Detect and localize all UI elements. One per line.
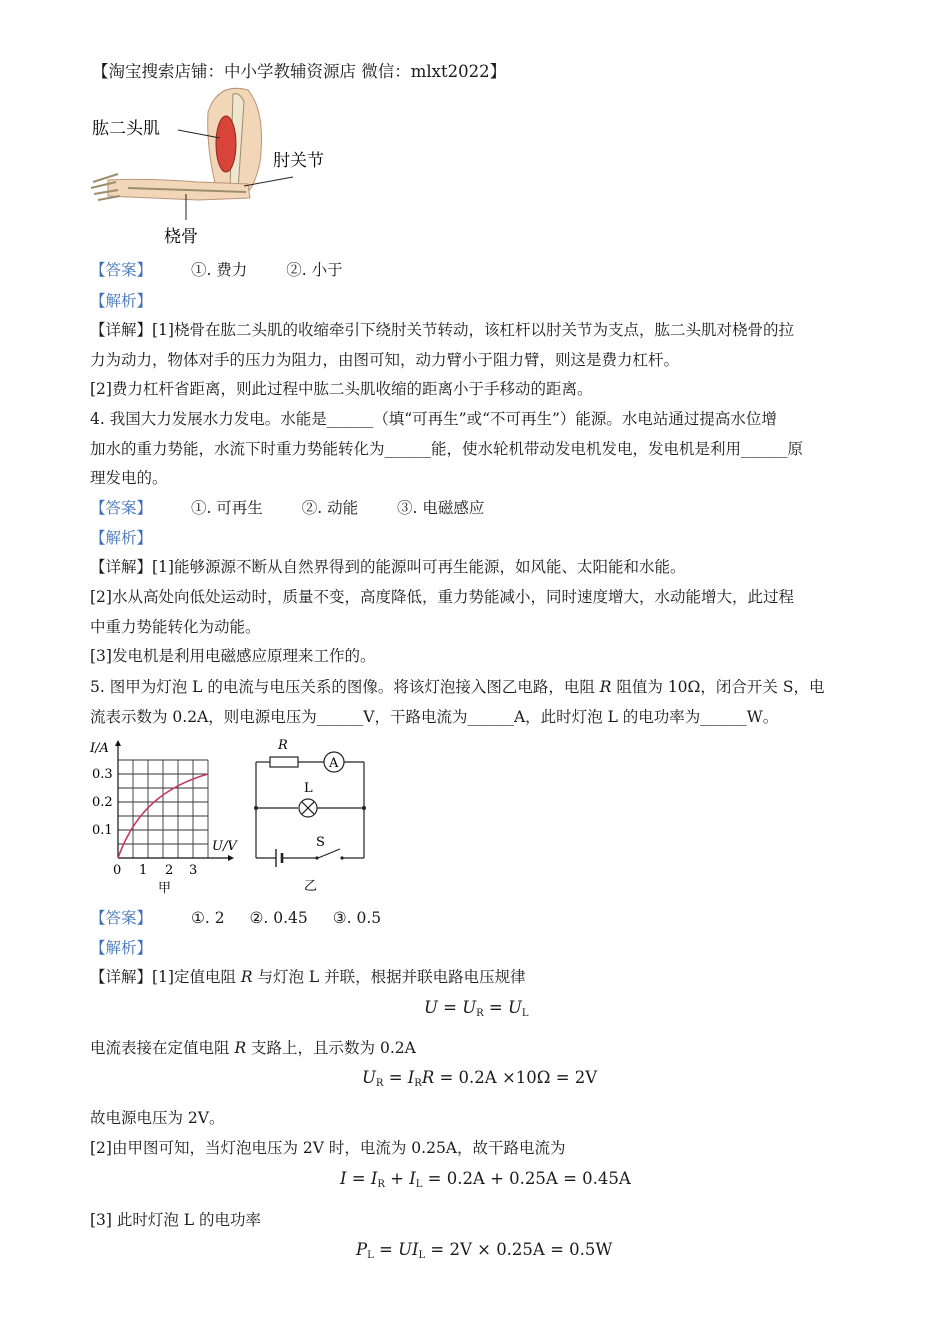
q3-answer-2: ②. 小于 [286,261,343,279]
q5-q1-a: 5. 图甲为灯泡 L 的电流与电压关系的图像。将该灯泡接入图乙电路，电阻 [90,678,600,696]
q5-answer-3: ③. 0.5 [332,909,382,927]
eq4-rhs: = 2V × 0.25A = 0.5W [430,1240,613,1259]
q3-answer-tag: 【答案】 [90,261,153,279]
y-tick-0.1: 0.1 [92,823,113,838]
q4-question-1: 4. 我国大力发展水力发电。水能是______（填“可再生”或“不可再生”）能源。水电站通过提高水位增 [90,410,777,428]
equation-3: $I = I_R + I_L = 0.2A + 0.25A = 0.45A$ [340,1169,631,1190]
switch-contact [340,856,343,859]
q3-analysis-tag: 【解析】 [90,292,153,310]
q4-answer-tag: 【答案】 [90,499,153,517]
equation-4: $P_L = UI_L = 2V \times 0.25A = 0.5W$ [356,1240,613,1261]
q5-q1-b: 阻值为 10Ω，闭合开关 S，电 [611,678,825,696]
resistor-R [270,757,298,767]
q5-am-b: 支路上，且示数为 0.2A [246,1039,416,1057]
junction-left [254,806,258,810]
label-S: S [316,835,325,850]
eq3-rhs: = 0.2A + 0.25A = 0.45A [427,1169,631,1188]
q3-detail-1: 【详解】[1]桡骨在肱二头肌的收缩牵引下绕肘关节转动，该杠杆以肘关节为支点，肱二头肌对桡骨的拉 [90,321,794,339]
q3-answer-row [90,260,343,280]
equation-1: $U = U_R = U_L$ [424,998,529,1019]
q5-am-a: 电流表接在定值电阻 [90,1039,235,1057]
x-tick-1: 1 [139,863,148,878]
x-axis-label: U/V [212,839,237,854]
q4-answer-3: ③. 电磁感应 [397,499,485,517]
x-tick-2: 2 [165,863,174,878]
x-tick-0: 0 [113,863,122,878]
x-axis-arrow [228,855,234,861]
q5-d1-R: R [240,968,253,986]
q5-am-R: R [234,1039,247,1057]
q5-analysis-tag: 【解析】 [90,939,153,957]
q5-line-3: [3] 此时灯泡 L 的电功率 [90,1211,262,1229]
q4-detail-3: 中重力势能转化为动能。 [90,618,261,636]
junction-right [362,806,366,810]
q5-q1-R: R [599,678,612,696]
q5-voltage-line: 故电源电压为 2V。 [90,1109,225,1127]
label-R: R [278,738,288,753]
q5-line-2: [2]由甲图可知，当灯泡电压为 2V 时，电流为 0.25A，故干路电流为 [90,1139,566,1157]
q5-ammeter-line [90,1038,416,1058]
eq2-rhs: = 0.2A ×10Ω = 2V [439,1068,598,1087]
q4-detail-4: [3]发电机是利用电磁感应原理来工作的。 [90,647,376,665]
q4-answer-1: ①. 可再生 [190,499,263,517]
q4-question-3: 理发电的。 [90,469,168,487]
q5-answer-2: ②. 0.45 [249,909,308,927]
radius-label: 桡骨 [164,227,198,247]
q5-d1-a: 【详解】[1]定值电阻 [90,968,241,986]
q5-question-1 [90,677,824,697]
q4-answer-2: ②. 动能 [301,499,359,517]
y-axis-arrow [115,740,121,746]
q3-detail-3: [2]费力杠杆省距离，则此过程中肱二头肌收缩的距离小于手移动的距离。 [90,380,593,398]
switch-pivot [315,856,318,859]
biceps-label: 肱二头肌 [92,119,160,139]
arm-figure [88,82,348,252]
q4-detail-1: 【详解】[1]能够源源不断从自然界得到的能源叫可再生能源，如风能、太阳能和水能。 [90,558,686,576]
q5-answer-1: ①. 2 [190,909,225,927]
circuit-caption: 乙 [304,879,318,894]
q4-answer-row [90,498,484,518]
page-header: 【淘宝搜索店铺：中小学教辅资源店 微信：mlxt2022】 [92,62,507,81]
q4-question-2: 加水的重力势能，水流下时重力势能转化为______能，使水轮机带动发电机发电，发电机是利用______原 [90,440,804,458]
q5-answer-row [90,908,381,928]
equation-2: $U_R = I_RR = 0.2A \times 10\Omega = 2V$ [362,1068,598,1089]
q4-analysis-tag: 【解析】 [90,529,153,547]
elbow-label: 肘关节 [273,151,324,171]
q3-answer-1: ①. 费力 [190,261,248,279]
biceps-muscle [216,116,236,172]
q5-answer-tag: 【答案】 [90,909,153,927]
q5-detail-1 [90,967,526,987]
y-axis-label: I/A [90,741,109,756]
label-A: A [329,756,339,771]
circuit-diagram [246,734,376,898]
label-L: L [304,781,313,796]
y-tick-0.2: 0.2 [92,795,113,810]
q5-question-2: 流表示数为 0.2A，则电源电压为______V，干路电流为______A，此时灯泡 L 的电功率为______W。 [90,708,779,726]
graph-caption: 甲 [158,881,172,896]
q5-d1-b: 与灯泡 L 并联，根据并联电路电压规律 [252,968,526,986]
q3-detail-2: 力为动力，物体对手的压力为阻力，由图可知，动力臂小于阻力臂，则这是费力杠杆。 [90,351,680,369]
switch-S [318,849,340,858]
y-tick-0.3: 0.3 [92,767,113,782]
iv-graph [88,738,248,898]
x-tick-3: 3 [189,863,198,878]
q4-detail-2: [2]水从高处向低处运动时，质量不变，高度降低，重力势能减小，同时速度增大，水动能增大，此过程 [90,588,794,606]
